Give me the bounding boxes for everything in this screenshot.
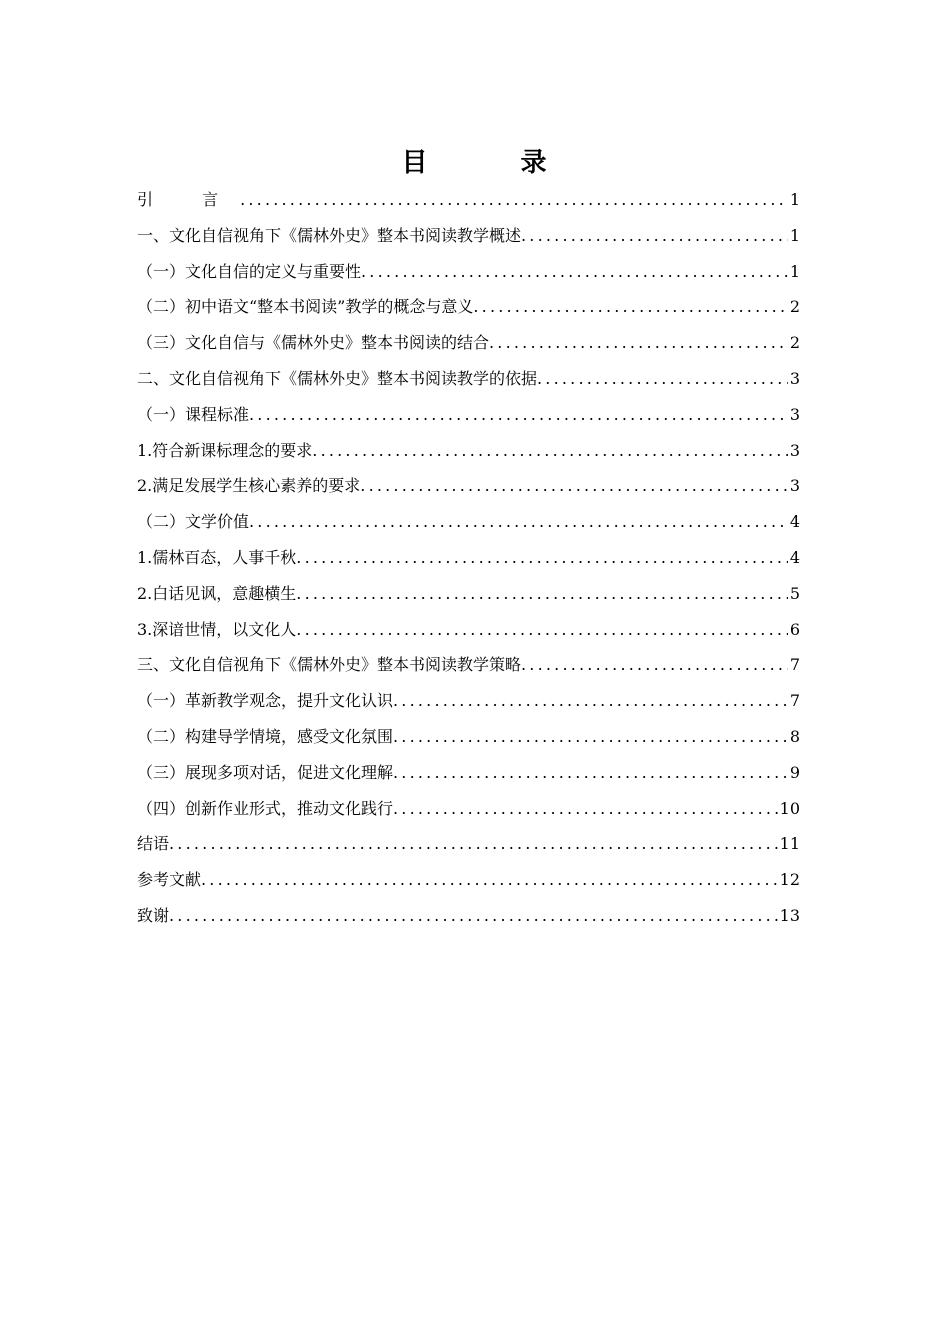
toc-entry-label: 三、文化自信视角下《儒林外史》整本书阅读教学策略 (137, 655, 522, 675)
toc-entry[interactable] (137, 791, 800, 827)
dot-leader (521, 218, 788, 254)
toc-entry-label: 结语 (137, 834, 170, 854)
toc-entry-label: 引 言 (137, 190, 241, 209)
toc-entry-label: （一）文化自信的定义与重要性 (137, 261, 362, 281)
toc-entry[interactable] (137, 504, 800, 540)
toc-entry[interactable] (137, 361, 800, 397)
dot-leader (169, 826, 778, 862)
toc-entry-label: 一、文化自信视角下《儒林外史》整本书阅读教学概述 (137, 225, 522, 245)
toc-entry-label: 致谢 (137, 905, 170, 925)
toc-entry-page: 1 (789, 190, 800, 209)
toc-entry[interactable] (137, 325, 800, 361)
toc-entry-page: 7 (789, 655, 800, 675)
toc-entry-label: （三）文化自信与《儒林外史》整本书阅读的结合 (137, 333, 490, 353)
toc-entry[interactable] (137, 755, 800, 791)
toc-entry-label: （三）展现多项对话，促进文化理解 (137, 762, 394, 782)
toc-entry-page: 3 (789, 368, 800, 388)
dot-leader (249, 397, 788, 433)
toc-entry-label: 二、文化自信视角下《儒林外史》整本书阅读教学的依据 (137, 368, 538, 388)
dot-leader (537, 361, 788, 397)
toc-entry-page: 7 (789, 691, 800, 711)
toc-entry[interactable] (137, 683, 800, 719)
dot-leader (521, 647, 788, 683)
dot-leader (296, 612, 788, 648)
toc-entry-label: （二）初中语文“整本书阅读”教学的概念与意义 (137, 297, 474, 317)
dot-leader (201, 862, 778, 898)
toc-entry-label: 1.儒林百态，人事千秋 (137, 547, 297, 567)
toc-entry-label: （一）课程标准 (137, 404, 250, 424)
toc-entry-label: （二）文学价值 (137, 512, 250, 532)
toc-entry[interactable] (137, 433, 800, 469)
dot-leader (393, 755, 788, 791)
toc-entry[interactable] (137, 647, 800, 683)
toc-entry-label: 2.白话见讽，意趣横生 (137, 583, 297, 603)
toc-entry-label: 2.满足发展学生核心素养的要求 (137, 476, 361, 496)
toc-entry-page: 4 (789, 512, 800, 532)
toc-entry[interactable] (137, 182, 800, 218)
dot-leader (393, 683, 788, 719)
toc-entry-page: 1 (789, 261, 800, 281)
toc-entry-page: 3 (789, 404, 800, 424)
toc-entry[interactable] (137, 719, 800, 755)
toc-entry[interactable] (137, 898, 800, 934)
toc-entry[interactable] (137, 254, 800, 290)
toc-entry-page: 3 (789, 476, 800, 496)
dot-leader (489, 325, 788, 361)
toc-entry[interactable] (137, 289, 800, 325)
toc-entry-label: （一）革新教学观念，提升文化认识 (137, 691, 394, 711)
toc-entry-page: 5 (789, 583, 800, 603)
dot-leader (240, 182, 788, 218)
toc-entry-label: 参考文献 (137, 870, 202, 890)
dot-leader (249, 504, 788, 540)
toc-entry[interactable] (137, 397, 800, 433)
dot-leader (473, 289, 787, 325)
toc-entry-page: 2 (789, 297, 800, 317)
toc-entry-label: （四）创新作业形式，推动文化践行 (137, 798, 394, 818)
dot-leader (361, 254, 788, 290)
toc-entry-page: 11 (779, 834, 800, 854)
toc-entry[interactable] (137, 862, 800, 898)
toc-entry[interactable] (137, 468, 800, 504)
toc-entry-label: 3.深谙世情，以文化人 (137, 619, 297, 639)
toc-entry-page: 12 (779, 870, 800, 890)
dot-leader (169, 898, 778, 934)
toc-entry-page: 2 (789, 333, 800, 353)
toc-entry-label: （二）构建导学情境，感受文化氛围 (137, 726, 394, 746)
dot-leader (393, 791, 778, 827)
toc-entry-page: 4 (789, 547, 800, 567)
dot-leader (393, 719, 788, 755)
toc-entry-page: 6 (789, 619, 800, 639)
toc-entry[interactable] (137, 576, 800, 612)
toc-entry[interactable] (137, 218, 800, 254)
dot-leader (296, 576, 788, 612)
toc-entry-page: 8 (789, 726, 800, 746)
dot-leader (360, 468, 788, 504)
toc-entry-page: 1 (789, 225, 800, 245)
toc-entry[interactable] (137, 540, 800, 576)
toc-entry-page: 10 (779, 798, 800, 818)
toc-entry[interactable] (137, 826, 800, 862)
dot-leader (296, 540, 788, 576)
toc-entry-page: 9 (789, 762, 800, 782)
toc-entry-page: 13 (779, 905, 800, 925)
dot-leader (312, 433, 788, 469)
toc-entry-label: 1.符合新课标理念的要求 (137, 440, 313, 460)
page-title: 目 录 (401, 148, 589, 178)
table-of-contents (137, 182, 800, 934)
toc-entry[interactable] (137, 612, 800, 648)
toc-entry-page: 3 (789, 440, 800, 460)
